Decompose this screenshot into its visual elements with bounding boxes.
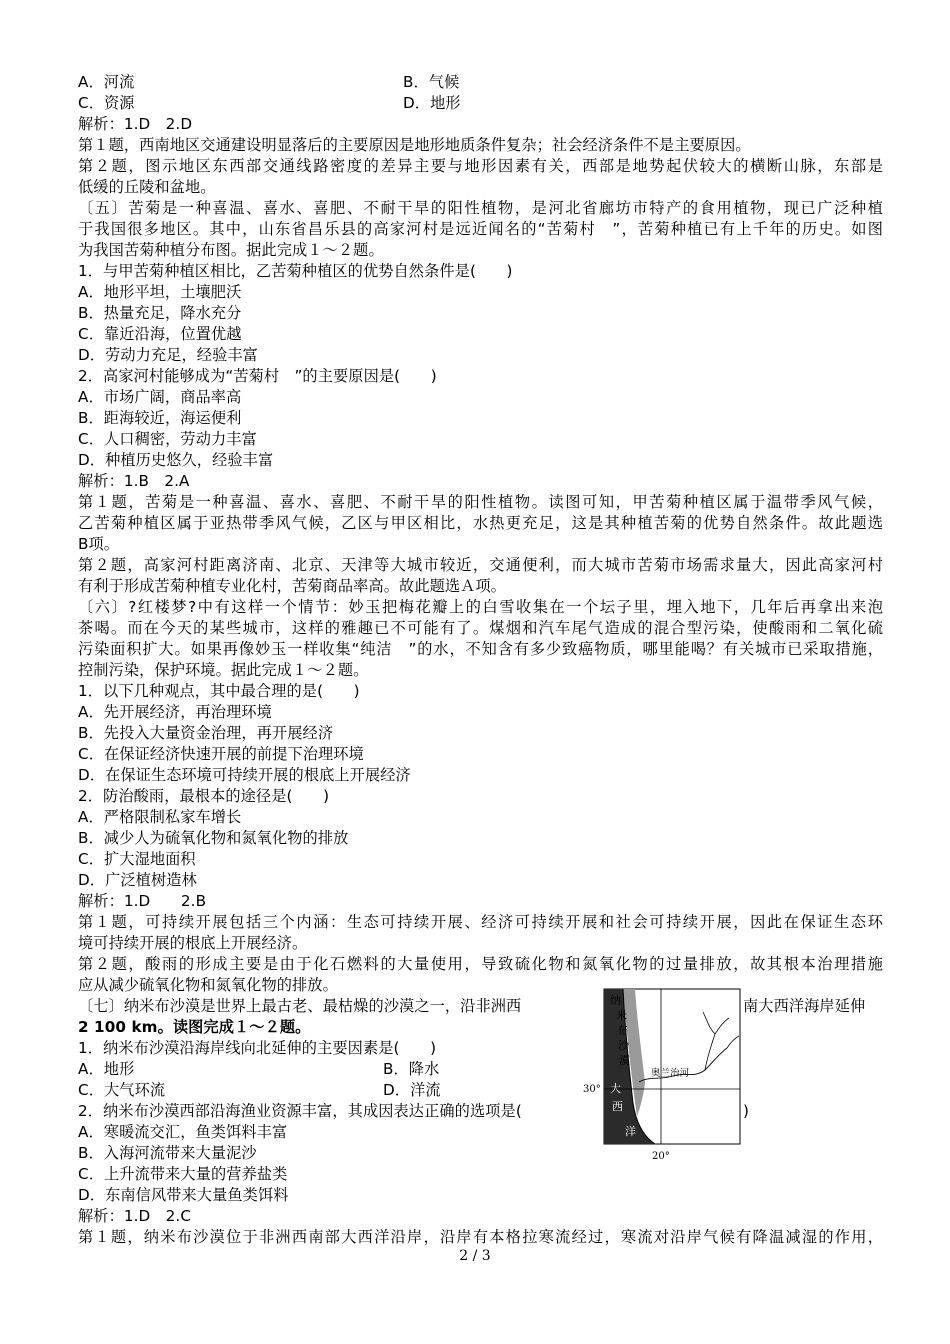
desert-label-char: 纳: [610, 994, 621, 1007]
option-c: C．资源: [78, 94, 135, 112]
explanation-line: 第２题，酸雨的形成主要是由于化石燃料的大量使用，导致硫化物和氮氧化物的过量排放，故其根本治理措施: [78, 955, 883, 973]
option-c: C．人口稠密，劳动力丰富: [78, 430, 257, 448]
option-b: B．先投入大量资金治理，再开展经济: [78, 724, 334, 742]
question-2-paren: ): [743, 1102, 750, 1120]
longitude-label: 20°: [652, 1151, 670, 1162]
option-b: B．减少人为硫氧化物和氮氧化物的排放: [78, 829, 349, 847]
option-a: A．市场广阔，商品率高: [78, 388, 242, 406]
question-1: 1．纳米布沙漠沿海岸线向北延伸的主要因素是( ): [78, 1039, 437, 1057]
option-d: D．东南信风带来大量鱼类饵料: [78, 1186, 289, 1204]
question-2: 2．防治酸雨，最根本的途径是( ): [78, 787, 330, 805]
section-intro: 于我国很多地区。其中，山东省昌乐县的高家河村是远近闻名的“苦菊村 ”，苦菊种植已有上千年的历史。如图: [78, 220, 883, 238]
section-intro: 控制污染，保护环境。据此完成１～２题。: [78, 661, 369, 679]
option-c: C．上升流带来大量的营养盐类: [78, 1165, 288, 1183]
option-d: D．广泛植树造林: [78, 871, 197, 889]
desert-label: 纳 米 布 沙 漠: [610, 994, 630, 1067]
explanation-line: 有利于形成苦菊种植专业化村，苦菊商品率高。故此题选Ａ项。: [78, 577, 507, 595]
option-b: B．气候: [403, 73, 460, 91]
latitude-label: 30°: [583, 1084, 601, 1095]
option-a: A．地形平坦，土壤肥沃: [78, 283, 242, 301]
question-2: 2．高家河村能够成为“苦菊村 ”的主要原因是( ): [78, 367, 437, 385]
explanation-line: 低缓的丘陵和盆地。: [78, 178, 216, 196]
explanation-line: 第２题，图示地区东西部交通线路密度的差异主要与地形因素有关，西部是地势起伏较大的横断山脉，东部是: [78, 157, 883, 175]
explanation-line: 第１题，西南地区交通建设明显落后的主要原因是地形地质条件复杂；社会经济条件不是主要原因。: [78, 136, 751, 154]
river-label: 奥兰治河: [651, 1068, 690, 1079]
answer-line: 解析：1.D 2.C: [78, 1207, 192, 1225]
explanation-line: 境可持续开展的根底上开展经济。: [78, 934, 308, 952]
explanation-line: B项。: [78, 535, 120, 553]
section-intro: 〔六〕?红楼梦?中有这样一个情节：妙玉把梅花瓣上的白雪收集在一个坛子里，埋入地下，几年后再拿出来泡: [78, 598, 883, 616]
option-d: D．种植历史悠久，经验丰富: [78, 451, 274, 469]
option-c: C．在保证经济快速开展的前提下治理环境: [78, 745, 364, 763]
option-c: C．靠近沿海，位置优越: [78, 325, 242, 343]
option-a: A．地形: [78, 1060, 135, 1078]
option-a: A．河流: [78, 73, 135, 91]
option-b: B．距海较近，海运便利: [78, 409, 242, 427]
option-a: A．严格限制私家车增长: [78, 808, 242, 826]
option-c: C．大气环流: [78, 1081, 166, 1099]
option-d: D．地形: [403, 94, 461, 112]
option-b: B．降水: [383, 1060, 440, 1078]
ocean-label: 大 西 洋: [610, 1082, 636, 1138]
page-number: 2 / 3: [459, 1248, 491, 1264]
answer-line: 解析：1.B 2.A: [78, 472, 190, 490]
explanation-line: 第１题，纳米布沙漠位于非洲西南部大西洋沿岸，沿岸有本格拉寒流经过，寒流对沿岸气候有降温减湿的作用，: [78, 1228, 883, 1246]
section-intro: 为我国苦菊种植分布图。据此完成１～２题。: [78, 241, 384, 259]
explanation-line: 第２题，高家河村距离济南、北京、天津等大城市较近，交通便利，而大城市苦菊市场需求量大，因此高家河村: [78, 556, 883, 574]
option-d: D．劳动力充足，经验丰富: [78, 346, 258, 364]
section-intro: 茶喝。而在今天的某些城市，这样的雅趣已不可能有了。煤烟和汽车尾气造成的混合型污染，使酸雨和二氧化硫: [78, 619, 883, 637]
option-b: B．热量充足，降水充分: [78, 304, 242, 322]
section-intro: 〔七〕纳米布沙漠是世界上最古老、最枯燥的沙漠之一，沿非洲西: [78, 997, 522, 1015]
option-a: A．先开展经济，再治理环境: [78, 703, 272, 721]
explanation-line: 第１题，苦菊是一种喜温、喜水、喜肥、不耐干旱的阳性植物。读图可知，甲苦菊种植区属于温带季风气候，: [78, 493, 883, 511]
question-1: 1．与甲苦菊种植区相比，乙苦菊种植区的优势自然条件是( ): [78, 262, 513, 280]
option-b: B．入海河流带来大量泥沙: [78, 1144, 257, 1162]
option-d: D．洋流: [383, 1081, 441, 1099]
answer-line: 解析：1.D 2.D: [78, 115, 193, 133]
explanation-line: 第１题，可持续开展包括三个内涵：生态可持续开展、经济可持续开展和社会可持续开展，因此在保证生态环: [78, 913, 883, 931]
section-intro: 污染面积扩大。如果再像妙玉一样收集“纯洁 ”的水，不知含有多少致癌物质，哪里能喝？有关城市已采取措施，: [78, 640, 883, 658]
question-1: 1．以下几种观点，其中最合理的是( ): [78, 682, 360, 700]
option-c: C．扩大湿地面积: [78, 850, 196, 868]
answer-line: 解析：1.D 2.B: [78, 892, 207, 910]
section-intro: 南大西洋海岸延伸: [743, 997, 866, 1015]
explanation-line: 应从减少硫氧化物和氮氧化物的排放。: [78, 976, 338, 994]
namib-desert-map: [583, 988, 743, 1163]
option-a: A．寒暖流交汇，鱼类饵料丰富: [78, 1123, 288, 1141]
section-intro: 〔五〕苦菊是一种喜温、喜水、喜肥、不耐干旱的阳性植物，是河北省廊坊市特产的食用植物，现已广泛种植: [78, 199, 883, 217]
option-d: D．在保证生态环境可持续开展的根底上开展经济: [78, 766, 411, 784]
question-2: 2．纳米布沙漠西部沿海渔业资源丰富，其成因表达正确的选项是(: [78, 1102, 522, 1120]
explanation-line: 乙苦菊种植区属于亚热带季风气候，乙区与甲区相比，水热更充足，这是其种植苦菊的优势自然条件。故此题选: [78, 514, 883, 532]
section-intro: 2 100 km。读图完成１～２题。: [78, 1018, 311, 1036]
